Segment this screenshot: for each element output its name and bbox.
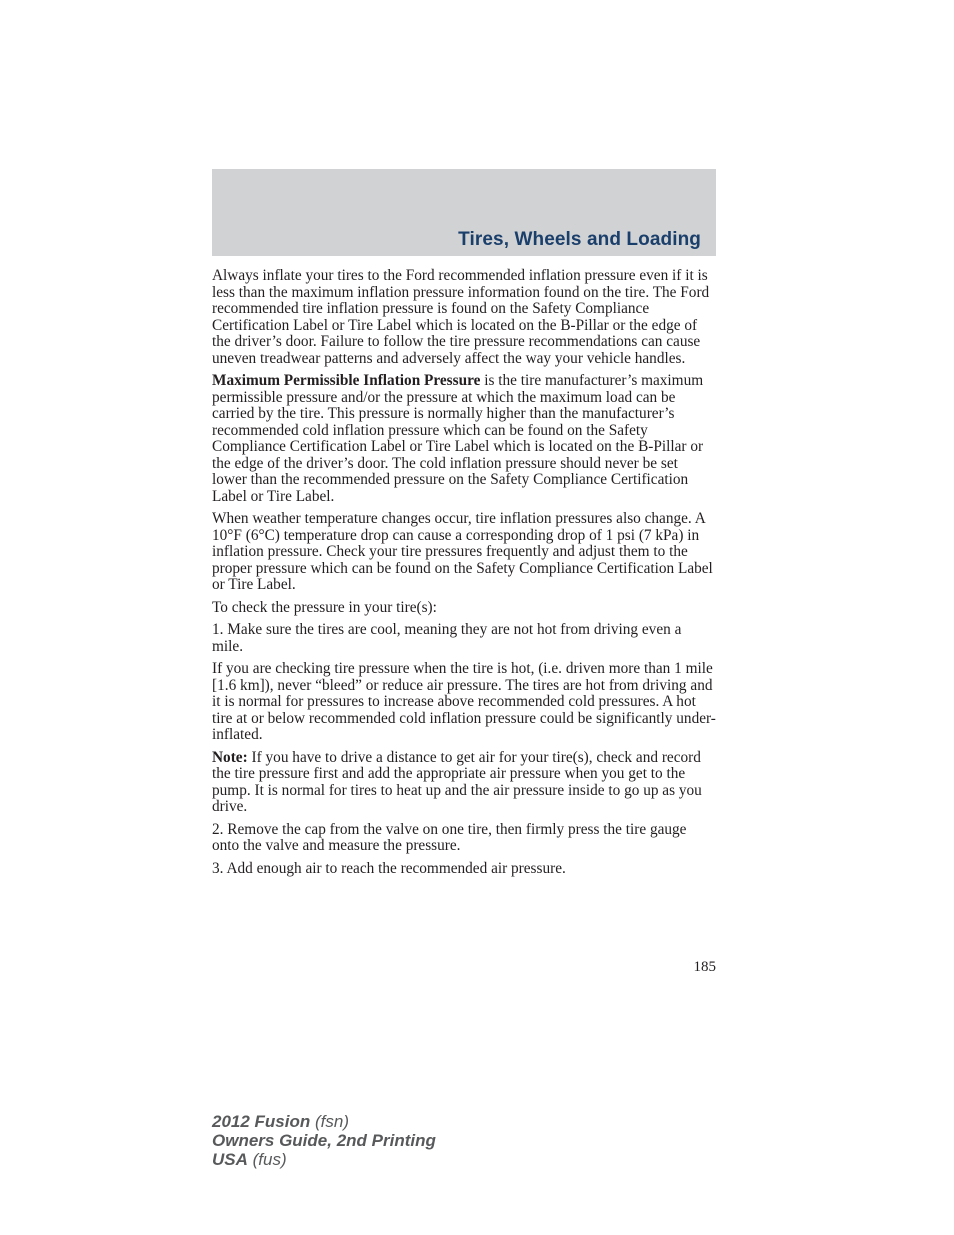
paragraph-inflation: Always inflate your tires to the Ford recommended inflation pressure even if it is less than the maximum inflation pressure information found on the tire. The Ford recommended tire inflation pressure is found on the Safety Compliance Certification Label or Tire Label which is located on the B-Pillar or the edge of the driver’s door. Failure to follow the tire pressure recommendations can cause uneven treadwear patterns and adversely affect the way your vehicle handles. [212, 267, 710, 367]
section-header [212, 169, 716, 256]
paragraph-check-intro: To check the pressure in your tire(s): [212, 598, 437, 616]
footer-line-3 [212, 1150, 436, 1169]
footer-line-1 [212, 1112, 436, 1131]
step-3: 3. Add enough air to reach the recommended air pressure. [212, 859, 566, 877]
paragraph-note [212, 750, 716, 816]
step-1: 1. Make sure the tires are cool, meaning they are not hot from driving even a mile. [212, 621, 682, 655]
footer [212, 1112, 436, 1169]
page-number: 185 [693, 959, 716, 975]
footer-region: USA [212, 1150, 248, 1169]
paragraph-hot-tire: If you are checking tire pressure when the tire is hot, (i.e. driven more than 1 mile [1.6 km]), never “bleed” or reduce air pressure. The tires are hot from driving and it is normal for pressures to increase above recommended cold pressures. A hot tire at or below recommended cold inflation pressure could be significantly under-inflated. [212, 660, 716, 743]
paragraph-max-pressure [212, 373, 716, 505]
footer-line-2: Owners Guide, 2nd Printing [212, 1131, 436, 1150]
note-text: If you have to drive a distance to get air for your tire(s), check and record the tire pressure first and add the appropriate air pressure when you get to the pump. It is normal for tires to heat up and the air pressure inside to go up as you drive. [212, 748, 702, 815]
section-title: Tires, Wheels and Loading [458, 229, 701, 250]
footer-model: 2012 Fusion [212, 1112, 311, 1131]
footer-model-code: (fsn) [310, 1112, 349, 1131]
paragraph-temperature: When weather temperature changes occur, tire inflation pressures also change. A 10°F (6°C) temperature drop can cause a corresponding drop of 1 psi (7 kPa) in inflation pressure. Check your tire pressures frequently and adjust them to the proper pressure which can be found on the Safety Compliance Certification Label or Tire Label. [212, 510, 713, 593]
body-text [212, 268, 716, 883]
step-2: 2. Remove the cap from the valve on one tire, then firmly press the tire gauge onto the valve and measure the pressure. [212, 820, 687, 854]
max-pressure-text: is the tire manufacturer’s maximum permissible pressure and/or the pressure at which the maximum load can be carried by the tire. This pressure is normally higher than the manufacturer’s recommended cold inflation pressure which can be found on the Safety Compliance Certification Label or Tire Label which is located on the B-Pillar or the edge of the driver’s door. The cold inflation pressure should never be set lower than the recommended pressure on the Safety Compliance Certification Label or Tire Label. [212, 372, 704, 505]
footer-region-code: (fus) [247, 1150, 287, 1169]
term-max-pressure: Maximum Permissible Inflation Pressure [212, 372, 481, 389]
note-label: Note: [212, 748, 248, 766]
